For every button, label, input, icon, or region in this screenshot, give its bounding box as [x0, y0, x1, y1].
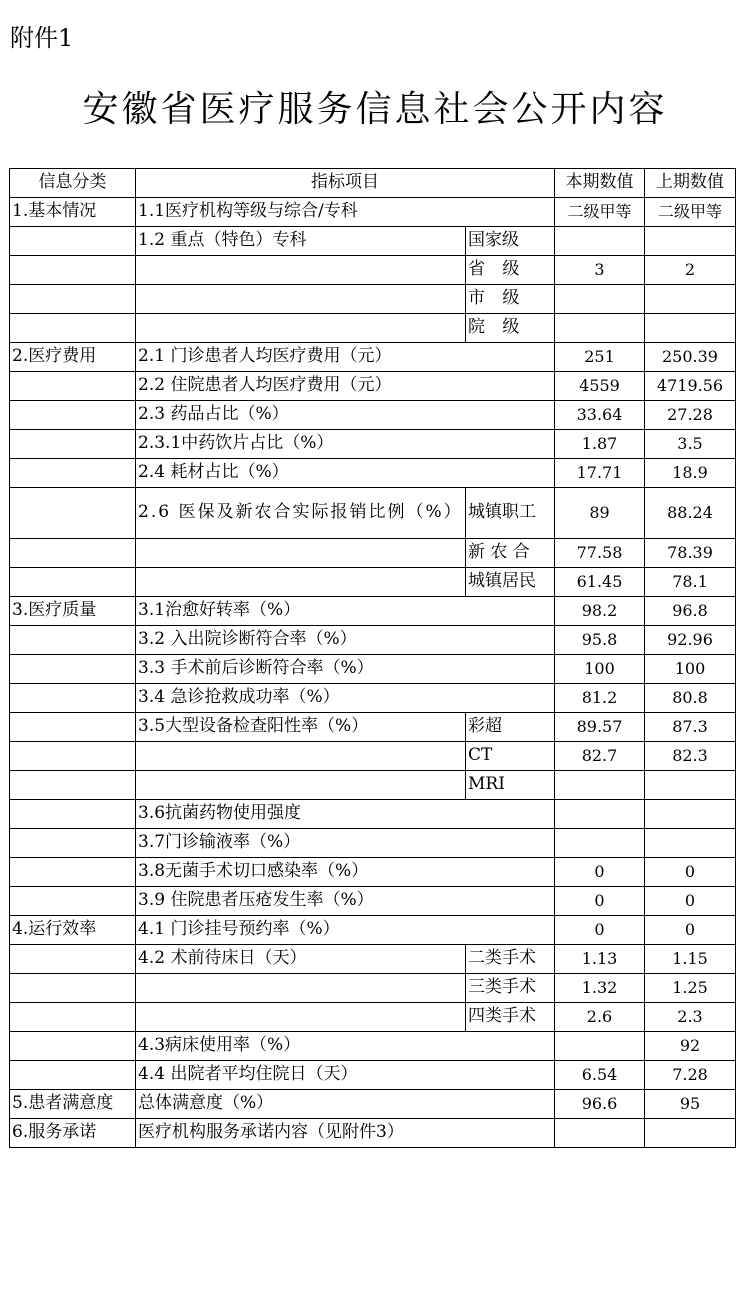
previous-value-cell: 2 — [645, 256, 736, 285]
current-value-cell: 251 — [555, 343, 645, 372]
category-cell — [10, 858, 136, 887]
previous-value-cell: 0 — [645, 858, 736, 887]
table-row — [10, 285, 736, 314]
indicator-cell: 3.6抗菌药物使用强度 — [136, 800, 555, 829]
table-row — [10, 314, 736, 343]
table-row — [10, 1090, 736, 1119]
previous-value-cell: 7.28 — [645, 1061, 736, 1090]
category-cell — [10, 1061, 136, 1090]
sub-indicator-cell: 三类手术 — [466, 974, 555, 1003]
sub-indicator-cell: 二类手术 — [466, 945, 555, 974]
previous-value-cell: 92 — [645, 1032, 736, 1061]
category-cell — [10, 800, 136, 829]
current-value-cell: 17.71 — [555, 459, 645, 488]
current-value-cell: 二级甲等 — [555, 198, 645, 227]
indicator-cell — [136, 256, 466, 285]
indicator-cell — [136, 1003, 466, 1032]
current-value-cell — [555, 1119, 645, 1148]
sub-indicator-cell: 国家级 — [466, 227, 555, 256]
previous-value-cell: 96.8 — [645, 597, 736, 626]
table-row — [10, 568, 736, 597]
indicator-cell: 2.3 药品占比（%） — [136, 401, 555, 430]
previous-value-cell: 1.15 — [645, 945, 736, 974]
table-row — [10, 655, 736, 684]
table-row — [10, 626, 736, 655]
current-value-cell: 1.87 — [555, 430, 645, 459]
category-cell — [10, 430, 136, 459]
category-cell — [10, 626, 136, 655]
indicator-cell: 3.3 手术前后诊断符合率（%） — [136, 655, 555, 684]
category-cell — [10, 372, 136, 401]
category-cell — [10, 655, 136, 684]
previous-value-cell — [645, 1119, 736, 1148]
current-value-cell: 89 — [555, 488, 645, 539]
table-row — [10, 887, 736, 916]
indicator-cell: 3.1治愈好转率（%） — [136, 597, 555, 626]
previous-value-cell: 2.3 — [645, 1003, 736, 1032]
current-value-cell: 95.8 — [555, 626, 645, 655]
previous-value-cell: 4719.56 — [645, 372, 736, 401]
indicator-cell: 2.1 门诊患者人均医疗费用（元） — [136, 343, 555, 372]
category-cell: 4.运行效率 — [10, 916, 136, 945]
category-cell — [10, 1003, 136, 1032]
category-cell — [10, 539, 136, 568]
current-value-cell: 0 — [555, 887, 645, 916]
table-row — [10, 742, 736, 771]
current-value-cell: 77.58 — [555, 539, 645, 568]
header-current: 本期数值 — [555, 169, 645, 198]
sub-indicator-cell: 四类手术 — [466, 1003, 555, 1032]
previous-value-cell: 78.39 — [645, 539, 736, 568]
indicator-cell — [136, 285, 466, 314]
indicator-cell: 4.1 门诊挂号预约率（%） — [136, 916, 555, 945]
current-value-cell — [555, 227, 645, 256]
category-cell: 5.患者满意度 — [10, 1090, 136, 1119]
table-row — [10, 771, 736, 800]
table-row — [10, 539, 736, 568]
current-value-cell: 100 — [555, 655, 645, 684]
category-cell — [10, 1032, 136, 1061]
header-row — [10, 169, 736, 198]
sub-indicator-cell: 城镇职工 — [466, 488, 555, 539]
current-value-cell: 98.2 — [555, 597, 645, 626]
header-indicator: 指标项目 — [136, 169, 555, 198]
previous-value-cell: 3.5 — [645, 430, 736, 459]
table-row — [10, 1032, 736, 1061]
indicator-cell: 3.8无菌手术切口感染率（%） — [136, 858, 555, 887]
table-row — [10, 713, 736, 742]
previous-value-cell: 87.3 — [645, 713, 736, 742]
table-row — [10, 227, 736, 256]
previous-value-cell: 250.39 — [645, 343, 736, 372]
indicator-cell: 3.4 急诊抢救成功率（%） — [136, 684, 555, 713]
category-cell — [10, 256, 136, 285]
current-value-cell: 6.54 — [555, 1061, 645, 1090]
table-row — [10, 1119, 736, 1148]
current-value-cell: 1.13 — [555, 945, 645, 974]
table-row — [10, 800, 736, 829]
sub-indicator-cell: CT — [466, 742, 555, 771]
current-value-cell: 81.2 — [555, 684, 645, 713]
indicator-cell — [136, 742, 466, 771]
indicator-cell: 3.7门诊输液率（%） — [136, 829, 555, 858]
category-cell — [10, 314, 136, 343]
indicator-cell — [136, 314, 466, 343]
indicator-cell: 总体满意度（%） — [136, 1090, 555, 1119]
indicator-cell — [136, 771, 466, 800]
header-category: 信息分类 — [10, 169, 136, 198]
indicator-cell: 3.2 入出院诊断符合率（%） — [136, 626, 555, 655]
current-value-cell: 82.7 — [555, 742, 645, 771]
current-value-cell: 33.64 — [555, 401, 645, 430]
previous-value-cell: 88.24 — [645, 488, 736, 539]
category-cell — [10, 568, 136, 597]
table-row — [10, 459, 736, 488]
previous-value-cell — [645, 227, 736, 256]
table-row — [10, 372, 736, 401]
table-row — [10, 829, 736, 858]
previous-value-cell: 18.9 — [645, 459, 736, 488]
indicator-cell: 4.3病床使用率（%） — [136, 1032, 555, 1061]
previous-value-cell: 27.28 — [645, 401, 736, 430]
category-cell — [10, 401, 136, 430]
sub-indicator-cell: 城镇居民 — [466, 568, 555, 597]
current-value-cell: 3 — [555, 256, 645, 285]
indicator-cell: 3.5大型设备检查阳性率（%） — [136, 713, 466, 742]
table-row — [10, 945, 736, 974]
current-value-cell: 2.6 — [555, 1003, 645, 1032]
current-value-cell — [555, 829, 645, 858]
category-cell: 1.基本情况 — [10, 198, 136, 227]
current-value-cell — [555, 314, 645, 343]
table-row — [10, 401, 736, 430]
table-row — [10, 858, 736, 887]
category-cell — [10, 829, 136, 858]
previous-value-cell: 82.3 — [645, 742, 736, 771]
current-value-cell: 1.32 — [555, 974, 645, 1003]
table-row — [10, 488, 736, 539]
previous-value-cell — [645, 829, 736, 858]
indicator-cell — [136, 974, 466, 1003]
category-cell — [10, 713, 136, 742]
sub-indicator-cell: 市 级 — [466, 285, 555, 314]
table-row — [10, 256, 736, 285]
category-cell — [10, 974, 136, 1003]
category-cell — [10, 771, 136, 800]
previous-value-cell: 1.25 — [645, 974, 736, 1003]
table-row — [10, 1061, 736, 1090]
table-row — [10, 430, 736, 459]
current-value-cell: 96.6 — [555, 1090, 645, 1119]
category-cell — [10, 742, 136, 771]
current-value-cell — [555, 800, 645, 829]
table-row — [10, 684, 736, 713]
indicator-cell: 1.2 重点（特色）专科 — [136, 227, 466, 256]
category-cell — [10, 488, 136, 539]
table-row — [10, 974, 736, 1003]
current-value-cell: 0 — [555, 858, 645, 887]
sub-indicator-cell: MRI — [466, 771, 555, 800]
header-previous: 上期数值 — [645, 169, 736, 198]
table-row — [10, 916, 736, 945]
category-cell — [10, 459, 136, 488]
current-value-cell: 89.57 — [555, 713, 645, 742]
sub-indicator-cell: 院 级 — [466, 314, 555, 343]
category-cell — [10, 285, 136, 314]
table-row — [10, 597, 736, 626]
previous-value-cell — [645, 285, 736, 314]
category-cell: 6.服务承诺 — [10, 1119, 136, 1148]
category-cell: 3.医疗质量 — [10, 597, 136, 626]
previous-value-cell — [645, 314, 736, 343]
table-row — [10, 198, 736, 227]
previous-value-cell: 二级甲等 — [645, 198, 736, 227]
indicator-cell: 2.4 耗材占比（%） — [136, 459, 555, 488]
previous-value-cell: 78.1 — [645, 568, 736, 597]
indicator-cell: 3.9 住院患者压疮发生率（%） — [136, 887, 555, 916]
indicator-cell — [136, 539, 466, 568]
current-value-cell: 61.45 — [555, 568, 645, 597]
sub-indicator-cell: 彩超 — [466, 713, 555, 742]
current-value-cell — [555, 771, 645, 800]
table-body — [10, 169, 736, 1148]
indicator-cell: 1.1医疗机构等级与综合/专科 — [136, 198, 555, 227]
indicator-cell: 4.4 出院者平均住院日（天） — [136, 1061, 555, 1090]
previous-value-cell: 0 — [645, 887, 736, 916]
previous-value-cell — [645, 771, 736, 800]
table-row — [10, 1003, 736, 1032]
sub-indicator-cell: 新 农 合 — [466, 539, 555, 568]
disclosure-table — [9, 168, 736, 1148]
current-value-cell: 4559 — [555, 372, 645, 401]
indicator-cell — [136, 568, 466, 597]
category-cell — [10, 684, 136, 713]
current-value-cell — [555, 1032, 645, 1061]
category-cell — [10, 887, 136, 916]
indicator-cell: 2.6 医保及新农合实际报销比例（%） — [136, 488, 466, 539]
sub-indicator-cell: 省 级 — [466, 256, 555, 285]
indicator-cell: 医疗机构服务承诺内容（见附件3） — [136, 1119, 555, 1148]
indicator-cell: 2.3.1中药饮片占比（%） — [136, 430, 555, 459]
previous-value-cell — [645, 800, 736, 829]
category-cell: 2.医疗费用 — [10, 343, 136, 372]
category-cell — [10, 945, 136, 974]
current-value-cell: 0 — [555, 916, 645, 945]
indicator-cell: 2.2 住院患者人均医疗费用（元） — [136, 372, 555, 401]
current-value-cell — [555, 285, 645, 314]
table-row — [10, 343, 736, 372]
previous-value-cell: 95 — [645, 1090, 736, 1119]
page-title: 安徽省医疗服务信息社会公开内容 — [82, 89, 668, 130]
previous-value-cell: 92.96 — [645, 626, 736, 655]
category-cell — [10, 227, 136, 256]
previous-value-cell: 80.8 — [645, 684, 736, 713]
previous-value-cell: 0 — [645, 916, 736, 945]
attachment-label: 附件1 — [10, 24, 74, 52]
previous-value-cell: 100 — [645, 655, 736, 684]
indicator-cell: 4.2 术前待床日（天） — [136, 945, 466, 974]
